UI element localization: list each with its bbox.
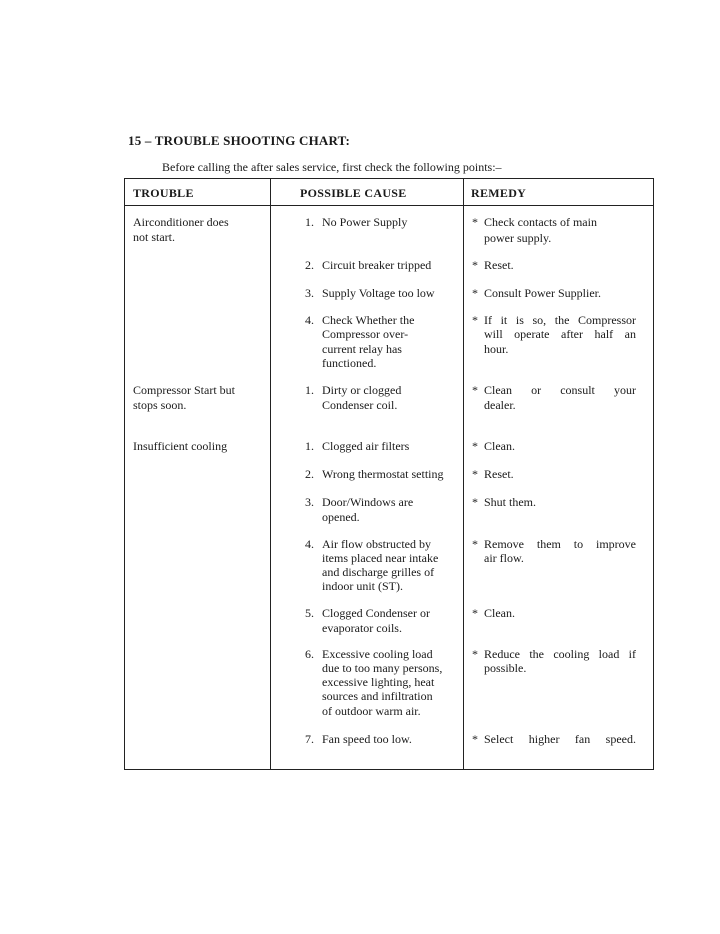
cause-line: and discharge grilles of [322, 565, 435, 579]
trouble-2-line-2: stops soon. [133, 398, 187, 412]
cause-number: 4. [305, 537, 314, 551]
cause-line: items placed near intake [322, 551, 439, 565]
column-divider-2 [463, 178, 464, 770]
remedy-line: dealer. [484, 398, 516, 412]
remedy-bullet: * [472, 286, 478, 300]
cause-line: excessive lighting, heat [322, 675, 435, 689]
remedy-line: If it is so, the Compressor [484, 313, 636, 327]
remedy-bullet: * [472, 313, 478, 327]
cause-line: due to too many persons, [322, 661, 443, 675]
remedy-line: possible. [484, 661, 527, 675]
section-heading: 15 – TROUBLE SHOOTING CHART: [128, 133, 351, 148]
cause-line: No Power Supply [322, 215, 408, 229]
cause-number: 1. [305, 439, 314, 453]
cause-number: 4. [305, 313, 314, 327]
cause-line: Fan speed too low. [322, 732, 412, 746]
cause-line: Wrong thermostat setting [322, 467, 444, 481]
remedy-line: will operate after half an [484, 327, 636, 341]
header-divider [124, 205, 654, 206]
remedy-bullet: * [472, 258, 478, 272]
header-possible-cause: POSSIBLE CAUSE [300, 186, 407, 200]
remedy-line: air flow. [484, 551, 524, 565]
remedy-bullet: * [472, 732, 478, 746]
remedy-line: Clean or consult your [484, 383, 636, 397]
remedy-bullet: * [472, 495, 478, 509]
cause-number: 2. [305, 467, 314, 481]
cause-line: Circuit breaker tripped [322, 258, 432, 272]
cause-line: evaporator coils. [322, 621, 402, 635]
cause-line: functioned. [322, 356, 377, 370]
cause-line: Condenser coil. [322, 398, 398, 412]
remedy-bullet: * [472, 215, 478, 229]
cause-line: indoor unit (ST). [322, 579, 403, 593]
remedy-line: Consult Power Supplier. [484, 286, 602, 300]
remedy-line: hour. [484, 342, 509, 356]
cause-line: Check Whether the [322, 313, 415, 327]
cause-line: Supply Voltage too low [322, 286, 435, 300]
trouble-3-line-1: Insufficient cooling [133, 439, 228, 453]
remedy-line: Check contacts of main [484, 215, 597, 229]
cause-line: opened. [322, 510, 360, 524]
remedy-line: Reset. [484, 467, 514, 481]
column-divider-1 [270, 178, 271, 770]
remedy-bullet: * [472, 439, 478, 453]
remedy-bullet: * [472, 537, 478, 551]
cause-number: 5. [305, 606, 314, 620]
cause-line: Clogged Condenser or [322, 606, 430, 620]
remedy-bullet: * [472, 647, 478, 661]
remedy-line: Clean. [484, 606, 515, 620]
cause-number: 3. [305, 495, 314, 509]
remedy-line: Reduce the cooling load if [484, 647, 636, 661]
cause-number: 1. [305, 383, 314, 397]
cause-line: Compressor over- [322, 327, 409, 341]
cause-line: of outdoor warm air. [322, 704, 421, 718]
cause-line: Excessive cooling load [322, 647, 433, 661]
remedy-line: Remove them to improve [484, 537, 636, 551]
trouble-1-line-1: Airconditioner does [133, 215, 229, 229]
header-trouble: TROUBLE [133, 186, 194, 200]
intro-text: Before calling the after sales service, first check the following points:– [162, 160, 502, 174]
remedy-line: Shut them. [484, 495, 537, 509]
cause-line: Air flow obstructed by [322, 537, 431, 551]
remedy-bullet: * [472, 467, 478, 481]
remedy-line: Select higher fan speed. [484, 732, 636, 746]
cause-line: Dirty or clogged [322, 383, 402, 397]
cause-line: Clogged air filters [322, 439, 410, 453]
cause-line: sources and infiltration [322, 689, 433, 703]
cause-line: Door/Windows are [322, 495, 414, 509]
remedy-line: Clean. [484, 439, 515, 453]
cause-line: current relay has [322, 342, 402, 356]
cause-number: 2. [305, 258, 314, 272]
cause-number: 6. [305, 647, 314, 661]
trouble-1-line-2: not start. [133, 230, 175, 244]
remedy-bullet: * [472, 383, 478, 397]
cause-number: 1. [305, 215, 314, 229]
cause-number: 3. [305, 286, 314, 300]
remedy-line: Reset. [484, 258, 514, 272]
remedy-line: power supply. [484, 231, 552, 245]
trouble-2-line-1: Compressor Start but [133, 383, 235, 397]
header-remedy: REMEDY [471, 186, 527, 200]
cause-number: 7. [305, 732, 314, 746]
remedy-bullet: * [472, 606, 478, 620]
